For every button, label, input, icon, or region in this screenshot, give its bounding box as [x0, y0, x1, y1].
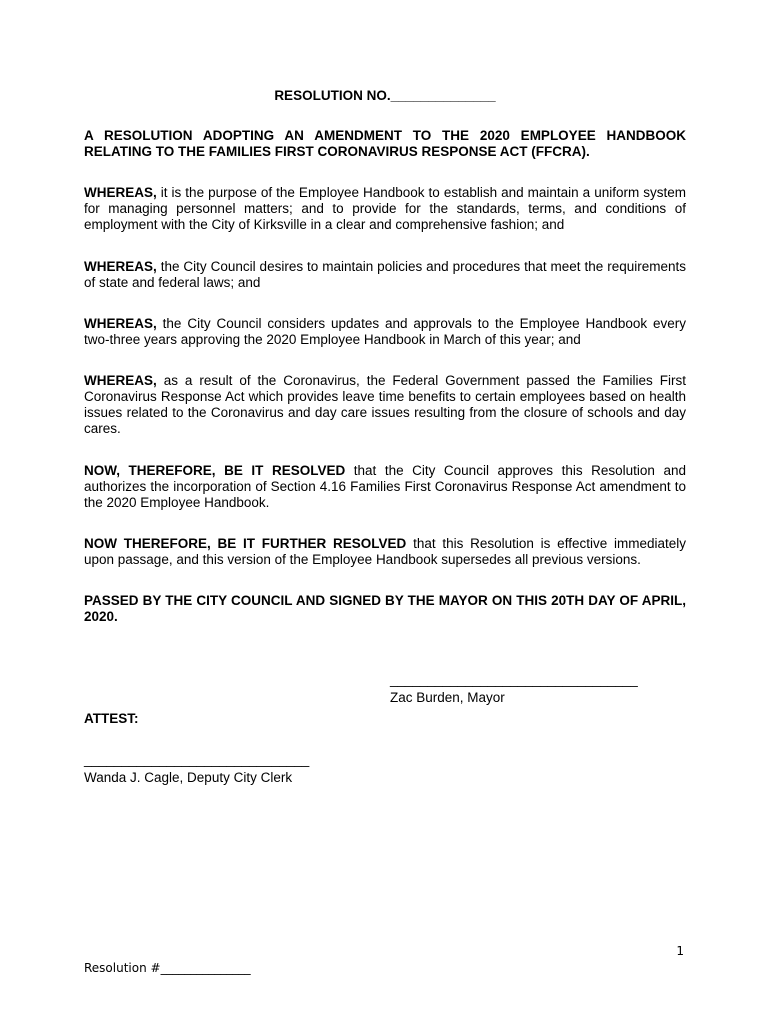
paragraph-text: as a result of the Coronavirus, the Federal Government passed the Families First Coronavirus Response Act which provides leave time benefits to certain employees based on health issues related to the Coronavirus and day care issues resulting from the closure of schools and day cares.: [84, 373, 686, 436]
paragraph-text: that this Resolution is effective immediately upon passage, and this version of the Employee Handbook supersedes all previous versions.: [84, 536, 686, 567]
paragraph-lead: WHEREAS,: [84, 259, 157, 274]
paragraph-lead: NOW, THEREFORE, BE IT RESOLVED: [84, 463, 346, 478]
whereas-paragraph-2: [84, 259, 686, 291]
resolution-heading: A RESOLUTION ADOPTING AN AMENDMENT TO THE 2020 EMPLOYEE HANDBOOK RELATING TO THE FAMILIES FIRST CORONAVIRUS RESPONSE ACT (FFCRA).: [84, 128, 686, 159]
footer-resolution-number: Resolution #_______________: [84, 961, 251, 975]
whereas-paragraph-1: [84, 185, 686, 233]
paragraph-lead: NOW THEREFORE, BE IT FURTHER RESOLVED: [84, 536, 407, 551]
paragraph-text: it is the purpose of the Employee Handbook to establish and maintain a uniform system for managing personnel matters; and to provide for the standards, terms, and conditions of employment with the City of Kirksville in a clear and comprehensive fashion; and: [84, 185, 686, 232]
paragraph-text: the City Council considers updates and approvals to the Employee Handbook every two-three years approving the 2020 Employee Handbook in March of this year; and: [84, 316, 686, 347]
paragraph-lead: WHEREAS,: [84, 185, 157, 200]
paragraph-lead: WHEREAS,: [84, 373, 157, 388]
resolution-title: RESOLUTION NO.______________: [274, 88, 496, 103]
resolved-paragraph: [84, 463, 686, 511]
mayor-name: Zac Burden, Mayor: [390, 690, 505, 705]
clerk-signature-line: ______________________________: [84, 752, 310, 767]
whereas-paragraph-4: [84, 373, 686, 437]
mayor-signature-line: _________________________________: [390, 672, 638, 687]
further-resolved-paragraph: [84, 536, 686, 568]
paragraph-text: that the City Council approves this Resolution and authorizes the incorporation of Section 4.16 Families First Coronavirus Response Act amendment to the 2020 Employee Handbook.: [84, 463, 686, 510]
clerk-name: Wanda J. Cagle, Deputy City Clerk: [84, 770, 293, 785]
whereas-paragraph-3: [84, 316, 686, 348]
paragraph-lead: WHEREAS,: [84, 316, 157, 331]
passed-statement: PASSED BY THE CITY COUNCIL AND SIGNED BY THE MAYOR ON THIS 20TH DAY OF APRIL, 2020.: [84, 593, 686, 624]
paragraph-text: the City Council desires to maintain policies and procedures that meet the requirements of state and federal laws; and: [84, 259, 686, 290]
page-number: 1: [676, 944, 684, 958]
attest-label: ATTEST:: [84, 711, 139, 726]
